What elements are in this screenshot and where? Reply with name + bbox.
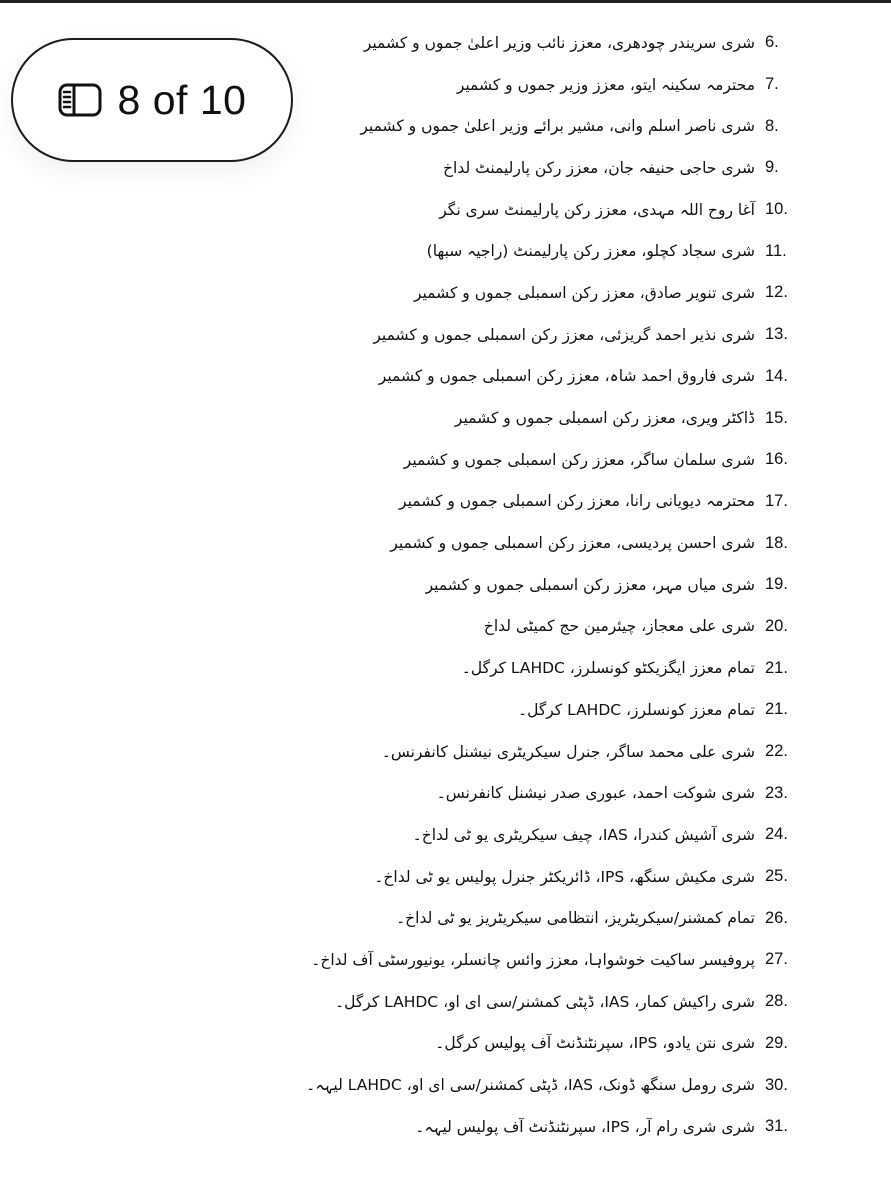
list-item-text: شری شری رام آر، IPS، سپرنٹنڈنٹ آف پولیس لیہہ۔ — [415, 1117, 755, 1136]
list-item — [245, 814, 805, 856]
list-item — [245, 772, 805, 814]
list-item-number: 14. — [765, 366, 788, 385]
list-item-text: شری سریندر چودھری، معزز نائب وزیر اعلیٰ جموں و کشمیر — [363, 33, 755, 52]
list-item — [245, 856, 805, 898]
list-item — [245, 147, 805, 189]
list-item-text: شری حاجی حنیفہ جان، معزز رکن پارلیمنٹ لداخ — [443, 158, 755, 177]
list-item-text: شری میاں مہر، معزز رکن اسمبلی جموں و کشمیر — [425, 575, 755, 594]
list-item-text: شری نذیر احمد گریزئی، معزز رکن اسمبلی جموں و کشمیر — [373, 325, 755, 344]
sidebar-panel-icon — [58, 83, 102, 117]
list-item-number: 11. — [765, 241, 787, 260]
list-item-text: شری سلمان ساگر، معزز رکن اسمبلی جموں و کشمیر — [403, 450, 755, 469]
list-item — [245, 981, 805, 1023]
list-item-number: 31. — [765, 1117, 788, 1136]
list-item-number: 12. — [765, 283, 788, 302]
list-item-text: شری آشیش کندرا، IAS، چیف سیکریٹری یو ٹی لداخ۔ — [412, 825, 755, 844]
list-item-text: تمام معزز کونسلرز، LAHDC کرگل۔ — [518, 700, 755, 719]
list-item-number: 21. — [765, 700, 788, 719]
list-item-text: شری رومل سنگھ ڈونک، IAS، ڈپٹی کمشنر/سی ای او، LAHDC لیہہ۔ — [306, 1076, 755, 1095]
list-item — [245, 230, 805, 272]
list-item — [245, 397, 805, 439]
list-item-text: شری سجاد کچلو، معزز رکن پارلیمنٹ (راجیہ سبھا) — [426, 242, 755, 261]
list-item-text: شری راکیش کمار، IAS، ڈپٹی کمشنر/سی ای او، LAHDC کرگل۔ — [335, 992, 755, 1011]
numbered-list — [245, 22, 805, 1148]
list-item — [245, 481, 805, 523]
list-item — [245, 22, 805, 64]
top-border — [0, 0, 891, 3]
list-item-text: ڈاکٹر ویری، معزز رکن اسمبلی جموں و کشمیر — [454, 409, 755, 428]
page-indicator-label: 8 of 10 — [117, 76, 247, 123]
list-item-number: 10. — [765, 200, 788, 219]
list-item — [245, 1106, 805, 1148]
list-item — [245, 564, 805, 606]
list-item-number: 25. — [765, 867, 788, 886]
list-item-number: 15. — [765, 408, 788, 427]
list-item — [245, 939, 805, 981]
list-item — [245, 189, 805, 231]
list-item-text: شری ناصر اسلم وانی، مشیر برائے وزیر اعلیٰ جموں و کشمیر — [360, 117, 755, 136]
list-item-number: 21. — [765, 658, 788, 677]
list-item-number: 6. — [765, 33, 779, 52]
list-item — [245, 272, 805, 314]
list-item-number: 27. — [765, 950, 788, 969]
list-item-number: 30. — [765, 1075, 788, 1094]
list-item-text: آغا روح اللہ مہدی، معزز رکن پارلیمنٹ سری نگر — [439, 200, 755, 219]
list-item-number: 29. — [765, 1033, 788, 1052]
list-item-text: شری تنویر صادق، معزز رکن اسمبلی جموں و کشمیر — [413, 283, 755, 302]
list-item-text: شری نتن یادو، IPS، سپرنٹنڈنٹ آف پولیس کرگل۔ — [435, 1034, 755, 1053]
list-item-number: 26. — [765, 908, 788, 927]
list-item — [245, 1023, 805, 1065]
list-item-number: 7. — [765, 75, 779, 94]
list-item — [245, 314, 805, 356]
list-item-text: شری علی معجاز، چیئرمین حج کمیٹی لداخ — [483, 617, 755, 636]
list-item-number: 19. — [765, 575, 788, 594]
list-item-number: 13. — [765, 325, 788, 344]
list-item-number: 28. — [765, 992, 788, 1011]
list-item-number: 9. — [765, 158, 779, 177]
list-item-number: 16. — [765, 450, 788, 469]
list-item-text: شری فاروق احمد شاہ، معزز رکن اسمبلی جموں و کشمیر — [378, 367, 755, 386]
list-item — [245, 64, 805, 106]
list-item-text: شری مکیش سنگھ، IPS، ڈائریکٹر جنرل پولیس یو ٹی لداخ۔ — [374, 867, 755, 886]
list-item-number: 23. — [765, 783, 788, 802]
list-item — [245, 439, 805, 481]
list-item — [245, 689, 805, 731]
list-item-text: محترمہ سکینہ ایتو، معزز وزیر جموں و کشمیر — [456, 75, 755, 94]
list-item — [245, 1064, 805, 1106]
list-item-text: تمام کمشنر/سیکریٹریز، انتظامی سیکریٹریز یو ٹی لداخ۔ — [396, 909, 755, 928]
list-item-number: 22. — [765, 742, 788, 761]
list-item — [245, 606, 805, 648]
list-item — [245, 522, 805, 564]
list-item — [245, 647, 805, 689]
list-item — [245, 105, 805, 147]
list-item — [245, 897, 805, 939]
list-item — [245, 356, 805, 398]
list-item-number: 24. — [765, 825, 788, 844]
list-item-text: شری احسن پردیسی، معزز رکن اسمبلی جموں و کشمیر — [390, 534, 755, 553]
list-item-text: شری شوکت احمد، عبوری صدر نیشنل کانفرنس۔ — [436, 784, 755, 803]
list-item-number: 18. — [765, 533, 788, 552]
list-item-text: محترمہ دیویانی رانا، معزز رکن اسمبلی جموں و کشمیر — [399, 492, 755, 511]
list-item — [245, 731, 805, 773]
list-item-number: 20. — [765, 616, 788, 635]
list-item-text: شری علی محمد ساگر، جنرل سیکریٹری نیشنل کانفرنس۔ — [381, 742, 755, 761]
list-item-text: تمام معزز ایگزیکٹو کونسلرز، LAHDC کرگل۔ — [461, 659, 755, 678]
list-item-number: 8. — [765, 116, 779, 135]
list-item-text: پروفیسر ساکیت خوشواہا، معزز وائس چانسلر، یونیورسٹی آف لداخ۔ — [311, 950, 755, 969]
list-item-number: 17. — [765, 491, 788, 510]
